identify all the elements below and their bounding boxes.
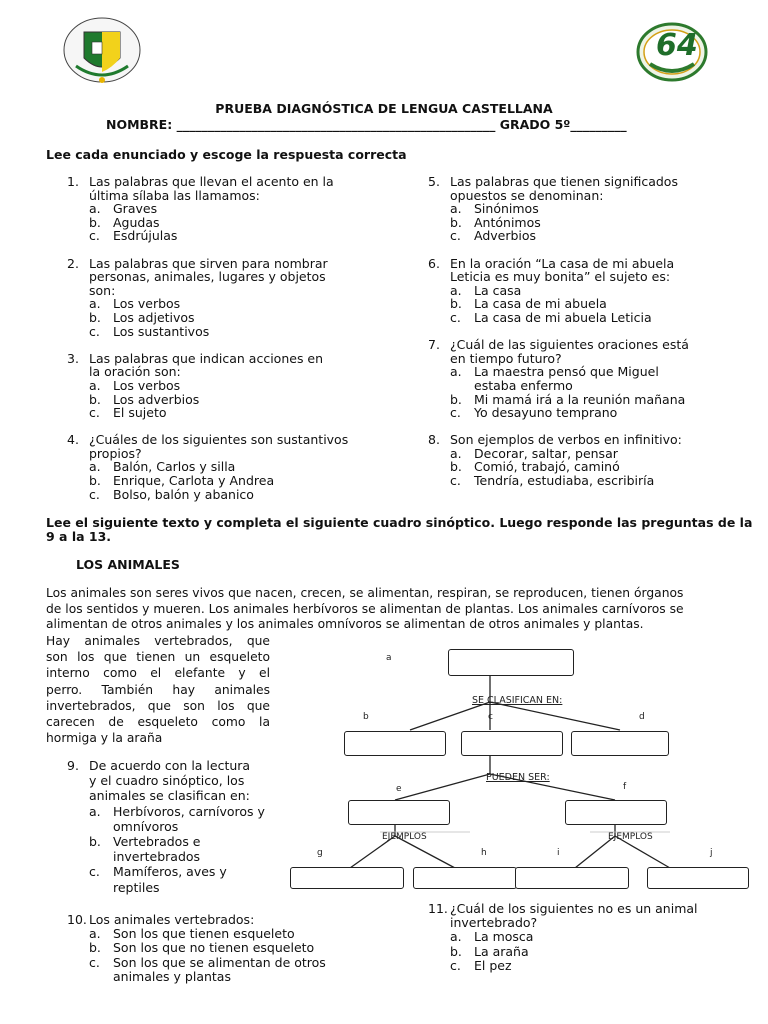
option-text: Antónimos: [474, 214, 541, 230]
question-text: De acuerdo con la lectura: [89, 758, 251, 773]
instructions-2: [46, 515, 753, 544]
option-text: La casa: [474, 282, 522, 298]
option-letter: b.: [89, 834, 101, 850]
se-clasifican-label: SE CLASIFICAN EN:: [472, 695, 563, 706]
option-text: Los adjetivos: [113, 309, 195, 325]
option-letter: c.: [89, 228, 100, 244]
answer-option[interactable]: [67, 297, 367, 311]
reading-line: interno como el elefante y el: [46, 666, 270, 681]
page-title: PRUEBA DIAGNÓSTICA DE LENGUA CASTELLANA: [215, 101, 553, 116]
question-block: [67, 758, 272, 895]
answer-option[interactable]: [428, 229, 738, 243]
question-line: [67, 257, 367, 271]
question-number: 1.: [67, 174, 79, 189]
synoptic-chart: [290, 640, 750, 900]
question-line: [428, 433, 738, 447]
question-10: [67, 913, 367, 984]
option-letter: b.: [89, 473, 101, 489]
answer-option[interactable]: [67, 393, 367, 407]
box-j[interactable]: [647, 867, 749, 889]
option-text: Adverbios: [474, 228, 537, 244]
reading-line: alimentan de otros animales y los animales omnívoros se alimentan de otros animales y plantas.: [46, 617, 644, 631]
instructions-2-line: 9 a la 13.: [46, 528, 112, 544]
question-text: la oración son:: [89, 364, 181, 380]
option-letter: c.: [89, 486, 100, 502]
ejemplos-label-right: EJEMPLOS: [608, 832, 653, 842]
question-line: [428, 916, 748, 930]
option-text: Vertebrados e: [113, 834, 201, 850]
box-a[interactable]: [448, 649, 574, 676]
option-text: El pez: [474, 957, 512, 973]
question-block: [428, 257, 738, 325]
answer-option[interactable]: [428, 379, 738, 393]
option-text: Herbívoros, carnívoros y: [113, 803, 265, 819]
question-number: 11.: [428, 901, 448, 916]
question-number: 9.: [67, 758, 79, 773]
answer-option[interactable]: [67, 216, 367, 230]
question-text: invertebrado?: [450, 915, 538, 931]
name-label: NOMBRE:: [106, 117, 173, 132]
option-text: Los verbos: [113, 377, 181, 393]
answer-option[interactable]: [67, 849, 272, 864]
box-d[interactable]: [571, 731, 669, 756]
option-text: Enrique, Carlota y Andrea: [113, 473, 275, 489]
option-letter: b.: [450, 459, 462, 475]
answer-option[interactable]: [67, 941, 367, 955]
question-number: 10.: [67, 912, 87, 927]
answer-option[interactable]: [67, 229, 367, 243]
option-text: Son los que no tienen esqueleto: [113, 940, 315, 956]
question-text: Las palabras que indican acciones en: [89, 350, 324, 366]
option-text: El sujeto: [113, 405, 167, 421]
answer-option[interactable]: [67, 406, 367, 420]
reading-line: carecen de esqueleto como la: [46, 715, 270, 730]
ejemplos-label-left: EJEMPLOS: [382, 832, 427, 842]
question-line: [67, 175, 367, 189]
answer-option[interactable]: [67, 956, 367, 970]
option-text: Graves: [113, 201, 158, 217]
question-line: [67, 352, 367, 366]
answer-option[interactable]: [67, 311, 367, 325]
option-letter: b.: [450, 296, 462, 312]
question-text: Los animales vertebrados:: [89, 912, 255, 927]
option-text: La araña: [474, 943, 529, 959]
answer-option[interactable]: [428, 393, 738, 407]
option-text: Esdrújulas: [113, 228, 178, 244]
reading-line: perro. También hay animales: [46, 682, 270, 697]
question-line: [67, 773, 272, 788]
option-letter: c.: [89, 864, 100, 880]
option-letter: c.: [89, 405, 100, 421]
option-letter: a.: [450, 445, 462, 461]
option-text: Mamíferos, aves y: [113, 864, 227, 880]
option-text: Mi mamá irá a la reunión mañana: [474, 391, 686, 407]
name-grade-line: [106, 117, 627, 132]
option-letter: a.: [450, 282, 462, 298]
pueden-ser-label: PUEDEN SER:: [486, 772, 550, 783]
option-text: Son los que se alimentan de otros: [113, 954, 326, 970]
answer-option[interactable]: [67, 970, 367, 984]
answer-option[interactable]: [67, 474, 367, 488]
question-line: [67, 365, 367, 379]
question-11: [428, 902, 748, 973]
name-blank[interactable]: ___________________________________________________: [176, 117, 496, 132]
option-letter: b.: [450, 943, 462, 959]
option-text: La mosca: [474, 929, 534, 945]
question-text: y el cuadro sinóptico, los: [89, 773, 245, 789]
question-line: [428, 902, 748, 916]
question-number: 2.: [67, 255, 79, 271]
label-c: c: [488, 712, 493, 722]
question-text: última sílaba las llamamos:: [89, 187, 260, 203]
box-e[interactable]: [348, 800, 450, 825]
option-text: estaba enfermo: [474, 377, 573, 393]
question-line: [428, 257, 738, 271]
label-h: h: [481, 848, 487, 858]
question-line: [428, 175, 738, 189]
question-line: [67, 913, 367, 927]
question-block: [67, 433, 367, 501]
question-block: [428, 338, 738, 420]
answer-option[interactable]: [428, 297, 738, 311]
option-letter: b.: [89, 391, 101, 407]
reading-line: Los animales son seres vivos que nacen, crecen, se alimentan, respiran, se reproducen, tienen órganos: [46, 586, 684, 600]
answer-option[interactable]: [428, 311, 738, 325]
question-block: [67, 913, 367, 984]
questions-right: [428, 175, 738, 501]
label-e: e: [396, 784, 402, 794]
option-letter: a.: [89, 296, 101, 312]
question-line: [67, 758, 272, 773]
option-text: Balón, Carlos y silla: [113, 459, 236, 475]
question-line: [67, 270, 367, 284]
box-c[interactable]: [461, 731, 563, 756]
option-letter: a.: [89, 803, 101, 819]
question-text: ¿Cuál de las siguientes oraciones está: [450, 337, 689, 353]
grade-label: GRADO 5º: [499, 117, 571, 132]
label-g: g: [317, 848, 323, 858]
option-text: Son los que tienen esqueleto: [113, 926, 295, 942]
box-b[interactable]: [344, 731, 446, 756]
question-text: En la oración “La casa de mi abuela: [450, 255, 675, 271]
option-letter: a.: [89, 926, 101, 942]
reading-paragraph: [46, 586, 726, 633]
answer-option[interactable]: [67, 488, 367, 502]
option-text: Comió, trabajó, caminó: [474, 459, 620, 475]
reading-title: LOS ANIMALES: [76, 557, 180, 572]
answer-option[interactable]: [67, 804, 272, 819]
option-text: Tendría, estudiaba, escribiría: [474, 473, 655, 489]
question-text: personas, animales, lugares y objetos: [89, 269, 326, 285]
option-text: Los sustantivos: [113, 323, 210, 339]
question-number: 8.: [428, 432, 440, 448]
option-text: Agudas: [113, 214, 160, 230]
question-block: [67, 175, 367, 243]
answer-option[interactable]: [67, 880, 272, 895]
answer-option[interactable]: [428, 447, 738, 461]
question-line: [67, 284, 367, 298]
label-a: a: [386, 653, 392, 663]
question-text: Las palabras que sirven para nombrar: [89, 255, 328, 271]
box-h[interactable]: [413, 867, 517, 889]
answer-option[interactable]: [428, 474, 738, 488]
option-text: Los adverbios: [113, 391, 200, 407]
answer-option[interactable]: [428, 284, 738, 298]
option-letter: c.: [450, 228, 461, 244]
question-text: Las palabras que llevan el acento en la: [89, 174, 334, 189]
question-text: animales se clasifican en:: [89, 788, 250, 804]
question-text: ¿Cuál de los siguientes no es un animal: [450, 901, 698, 916]
question-text: ¿Cuáles de los siguientes son sustantivos: [89, 432, 349, 448]
question-line: [428, 270, 738, 284]
anniversary-64-logo: [636, 22, 708, 82]
answer-option[interactable]: [428, 945, 748, 959]
answer-option[interactable]: [428, 216, 738, 230]
option-text: Yo desayuno temprano: [474, 405, 618, 421]
reading-line: Hay animales vertebrados, que: [46, 634, 270, 648]
answer-option[interactable]: [428, 959, 748, 973]
answer-option[interactable]: [67, 325, 367, 339]
option-letter: c.: [89, 954, 100, 970]
question-line: [67, 189, 367, 203]
question-number: 3.: [67, 350, 79, 366]
option-text: reptiles: [113, 879, 160, 895]
question-number: 6.: [428, 255, 440, 271]
answer-option[interactable]: [67, 460, 367, 474]
question-line: [67, 433, 367, 447]
option-text: La maestra pensó que Miguel: [474, 364, 659, 380]
instructions-2-line: Lee el siguiente texto y completa el siguiente cuadro sinóptico. Luego responde las preguntas de la: [46, 515, 753, 530]
question-number: 7.: [428, 337, 440, 353]
question-text: opuestos se denominan:: [450, 187, 604, 203]
question-line: [67, 447, 367, 461]
box-i[interactable]: [515, 867, 629, 889]
option-text: Bolso, balón y abanico: [113, 486, 254, 502]
option-letter: b.: [89, 309, 101, 325]
question-text: en tiempo futuro?: [450, 350, 562, 366]
option-letter: c.: [450, 309, 461, 325]
instructions-1: Lee cada enunciado y escoge la respuesta correcta: [46, 147, 407, 162]
box-g[interactable]: [290, 867, 404, 889]
question-text: Leticia es muy bonita” el sujeto es:: [450, 269, 671, 285]
question-block: [428, 433, 738, 487]
option-text: Los verbos: [113, 296, 181, 312]
question-text: son:: [89, 282, 116, 298]
label-f: f: [623, 782, 627, 792]
answer-option[interactable]: [67, 379, 367, 393]
option-letter: a.: [89, 201, 101, 217]
reading-line: de los sentidos y mueren. Los animales herbívoros se alimentan de plantas. Los animales carnívoros se: [46, 601, 684, 616]
question-9: [67, 758, 272, 895]
label-i: i: [557, 848, 560, 858]
school-crest-logo: [62, 14, 142, 86]
option-letter: c.: [450, 473, 461, 489]
label-d: d: [639, 712, 645, 722]
option-text: La casa de mi abuela: [474, 296, 607, 312]
question-text: propios?: [89, 445, 142, 461]
option-letter: a.: [89, 377, 101, 393]
question-number: 4.: [67, 432, 79, 448]
question-block: [67, 257, 367, 339]
option-letter: a.: [450, 929, 462, 945]
option-letter: b.: [89, 940, 101, 956]
answer-option[interactable]: [67, 819, 272, 834]
option-letter: b.: [450, 214, 462, 230]
reading-paragraph-2: [46, 633, 270, 746]
box-f[interactable]: [565, 800, 667, 825]
answer-option[interactable]: [67, 834, 272, 849]
option-letter: a.: [450, 364, 462, 380]
grade-blank[interactable]: _________: [570, 117, 627, 132]
question-line: [428, 352, 738, 366]
option-text: Sinónimos: [474, 201, 539, 217]
answer-option[interactable]: [428, 202, 738, 216]
question-text: Son ejemplos de verbos en infinitivo:: [450, 432, 682, 448]
question-text: Las palabras que tienen significados: [450, 174, 678, 189]
answer-option[interactable]: [428, 930, 748, 944]
reading-line: invertebrados, que son los que: [46, 698, 270, 713]
answer-option[interactable]: [428, 365, 738, 379]
question-block: [428, 175, 738, 243]
reading-line: hormiga y la araña: [46, 731, 163, 746]
option-letter: b.: [450, 391, 462, 407]
question-block: [428, 902, 748, 973]
option-text: omnívoros: [113, 818, 179, 834]
answer-option[interactable]: [67, 864, 272, 879]
label-b: b: [363, 712, 369, 722]
anniversary-number: 64: [656, 28, 698, 63]
question-line: [67, 788, 272, 803]
question-line: [428, 189, 738, 203]
reading-line: son los que tienen un esqueleto: [46, 650, 270, 665]
option-text: animales y plantas: [113, 968, 231, 984]
question-block: [67, 352, 367, 420]
option-text: invertebrados: [113, 849, 201, 865]
option-letter: c.: [450, 957, 461, 973]
option-letter: b.: [89, 214, 101, 230]
answer-option[interactable]: [67, 202, 367, 216]
option-letter: a.: [89, 459, 101, 475]
option-text: Decorar, saltar, pensar: [474, 445, 618, 461]
question-number: 5.: [428, 174, 440, 189]
option-letter: a.: [450, 201, 462, 217]
option-letter: c.: [450, 405, 461, 421]
label-j: j: [710, 848, 713, 858]
answer-option[interactable]: [428, 406, 738, 420]
option-text: La casa de mi abuela Leticia: [474, 309, 652, 325]
question-line: [428, 338, 738, 352]
answer-option[interactable]: [67, 927, 367, 941]
questions-left: [67, 175, 367, 515]
option-letter: c.: [89, 323, 100, 339]
answer-option[interactable]: [428, 460, 738, 474]
